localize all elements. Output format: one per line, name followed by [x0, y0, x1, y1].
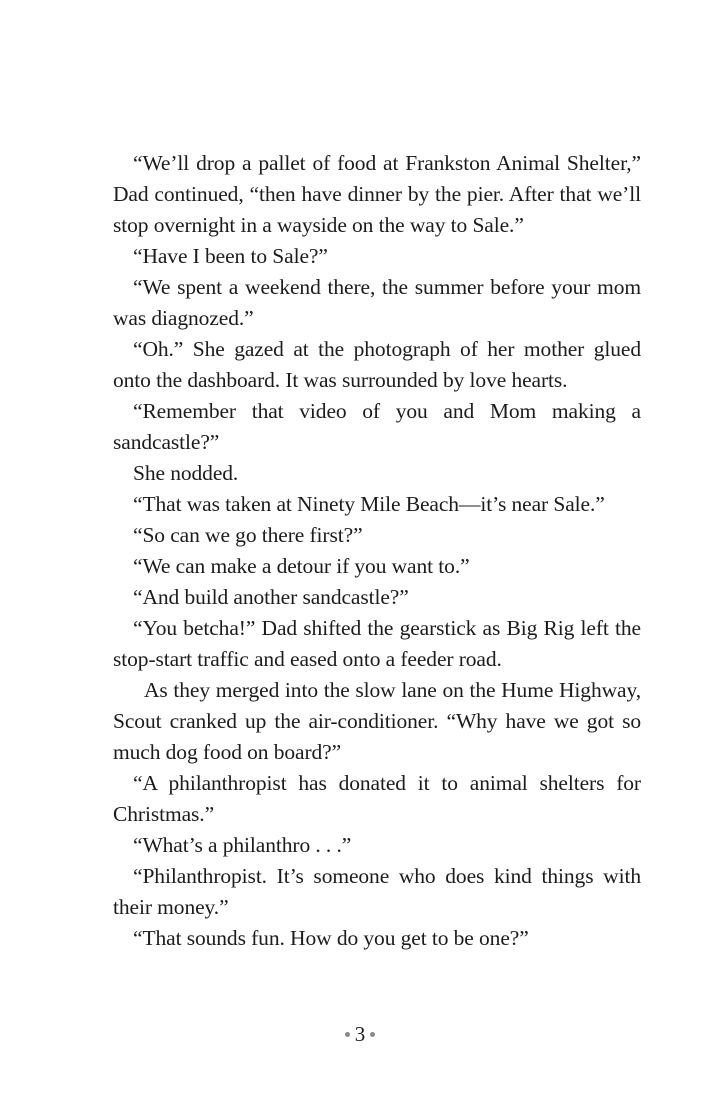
- paragraph: “So can we go there first?”: [133, 523, 363, 547]
- paragraph: “A philanthropist has donated it to animal shelters for Christmas.”: [113, 771, 641, 826]
- ornament-dot-icon: [345, 1032, 350, 1037]
- paragraph: “We’ll drop a pallet of food at Frankston Animal Shelter,” Dad continued, “then have dinner by the pier. After that we’ll stop overnight in a wayside on the way to Sale.”: [113, 151, 641, 237]
- paragraph: “Philanthropist. It’s someone who does kind things with their money.”: [113, 864, 641, 919]
- paragraph: “Oh.” She gazed at the photograph of her mother glued onto the dashboard. It was surrounded by love hearts.: [113, 337, 641, 392]
- paragraph: She nodded.: [133, 461, 239, 485]
- paragraph: “You betcha!” Dad shifted the gearstick as Big Rig left the stop-start traffic and eased onto a feeder road.: [113, 616, 641, 671]
- paragraph: “That was taken at Ninety Mile Beach—it’s near Sale.”: [133, 492, 605, 516]
- paragraph: “Have I been to Sale?”: [133, 244, 328, 268]
- page-number-text: 3: [354, 1022, 366, 1046]
- paragraph: “We can make a detour if you want to.”: [133, 554, 470, 578]
- paragraph: “Remember that video of you and Mom making a sandcastle?”: [113, 399, 641, 454]
- paragraph: “We spent a weekend there, the summer before your mom was diagnozed.”: [113, 275, 641, 330]
- paragraph: “That sounds fun. How do you get to be one?”: [133, 926, 529, 950]
- page-number: [0, 1021, 720, 1047]
- body-text: [113, 148, 641, 954]
- ornament-dot-icon: [370, 1032, 375, 1037]
- paragraph: “What’s a philanthro . . .”: [133, 833, 352, 857]
- paragraph: As they merged into the slow lane on the Hume Highway, Scout cranked up the air-conditioner. “Why have we got so much dog food on board?”: [113, 678, 641, 764]
- paragraph: “And build another sandcastle?”: [133, 585, 409, 609]
